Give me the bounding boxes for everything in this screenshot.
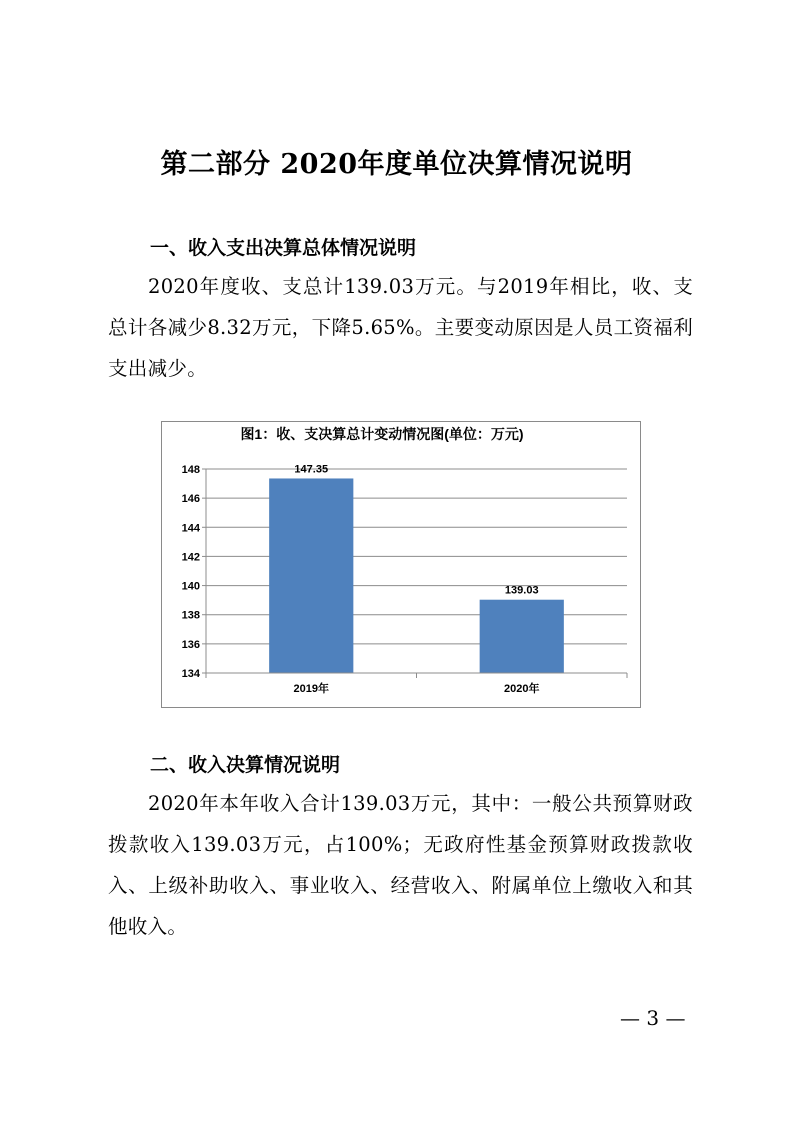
y-tick-label: 148 [181, 464, 200, 476]
section-2-text: 2020年本年收入合计139.03万元，其中：一般公共预算财政拨款收入139.03万元，占100%；无政府性基金预算财政拨款收入、上级补助收入、事业收入、经营收入、附属单位上缴收入和其他收入。 [108, 792, 693, 938]
y-tick-label: 144 [181, 522, 200, 535]
y-tick-label: 140 [181, 580, 200, 593]
section-2-heading: 二、收入决算情况说明 [150, 754, 341, 776]
page-title: 第二部分 2020年度单位决算情况说明 [160, 149, 633, 180]
x-tick-label: 2019年 [293, 683, 329, 695]
section-1-heading: 一、收入支出决算总体情况说明 [150, 237, 417, 259]
y-tick-label: 138 [181, 609, 200, 622]
chart-frame [161, 421, 641, 708]
x-tick-label: 2020年 [504, 683, 540, 695]
bar [480, 600, 564, 673]
data-label: 139.03 [504, 584, 539, 597]
section-1-text: 2020年度收、支总计139.03万元。与2019年相比，收、支总计各减少8.32万元，下降5.65%。主要变动原因是人员工资福利支出减少。 [108, 275, 693, 380]
bar-chart [162, 422, 642, 709]
bar [269, 478, 353, 673]
y-tick-label: 136 [181, 638, 200, 651]
y-tick-label: 146 [181, 493, 200, 506]
y-tick-label: 142 [181, 551, 200, 564]
chart-title: 图1：收、支决算总计变动情况图(单位：万元) [240, 426, 524, 442]
data-label: 147.35 [294, 463, 329, 476]
y-tick-label: 134 [181, 668, 200, 680]
page-number: — 3 — [620, 1006, 686, 1030]
